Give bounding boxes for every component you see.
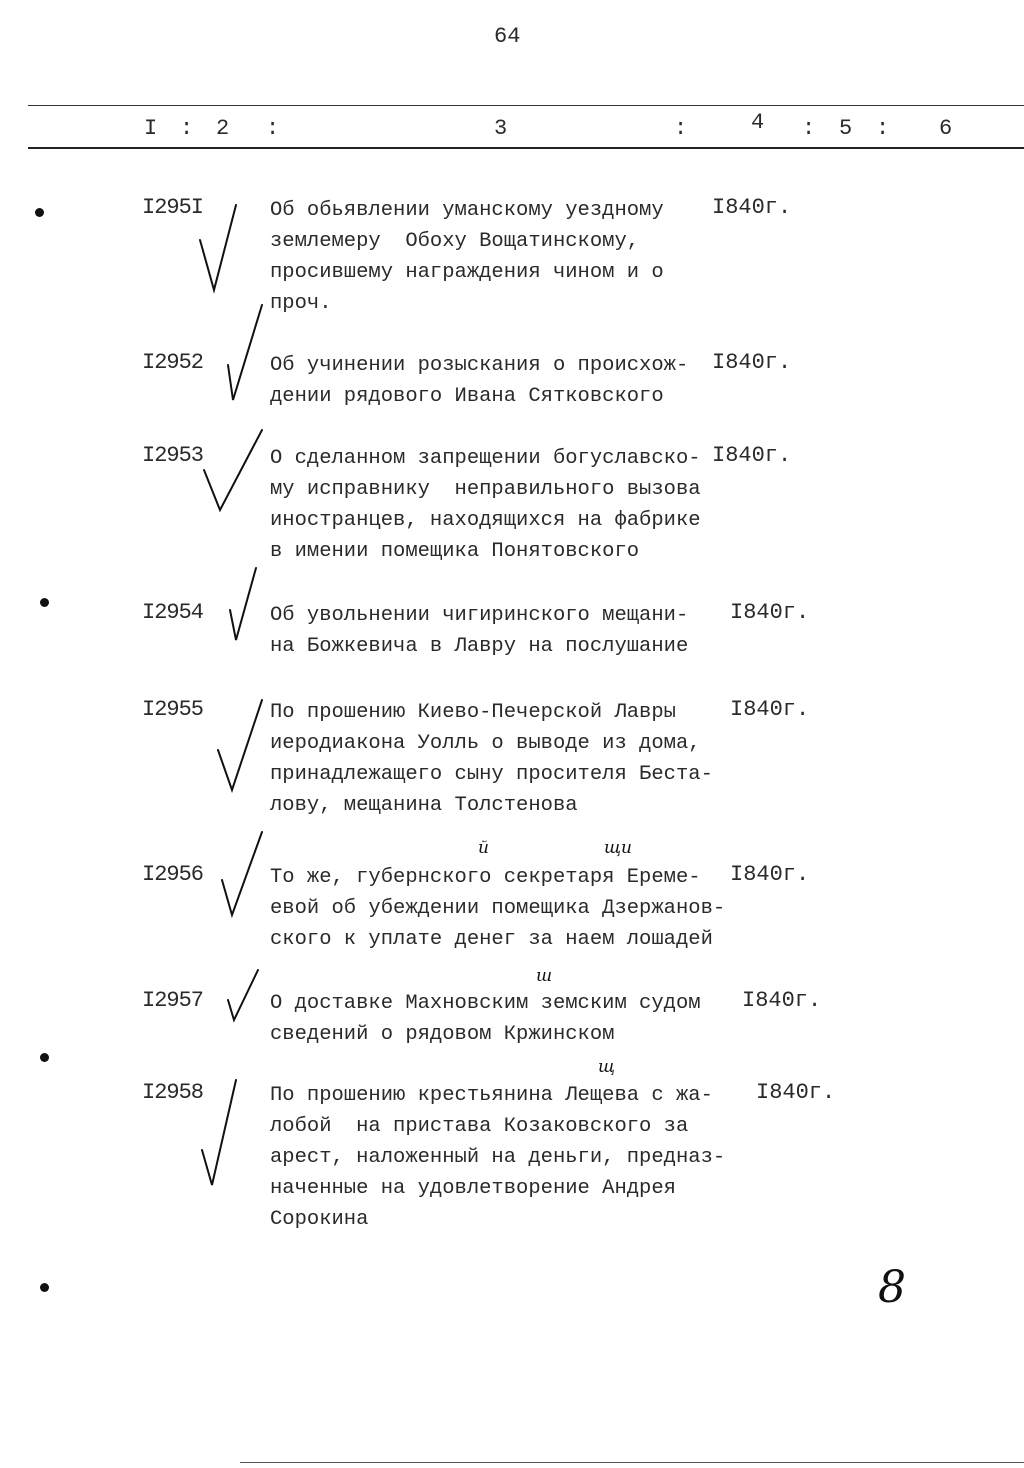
col-2: 2: [216, 116, 230, 141]
col-sep: :: [266, 116, 280, 141]
description-line: на Божкевича в Лавру на послушание: [270, 635, 689, 658]
description-line: иностранцев, находящихся на фабрике: [270, 509, 701, 532]
punch-hole: [35, 208, 44, 217]
check-mark-icon: [204, 430, 262, 510]
description-line: арест, наложенный на деньги, предназ-: [270, 1146, 726, 1169]
col-5: 5: [839, 116, 853, 141]
check-mark-icon: [202, 1080, 236, 1185]
case-description: [270, 350, 688, 412]
folio-mark: 8: [878, 1262, 906, 1313]
description-line: То же, губернского секретаря Ереме-: [270, 866, 701, 889]
case-description: [270, 862, 725, 955]
description-line: О доставке Махновским земским судом: [270, 992, 701, 1015]
description-line: му исправнику неправильного вызова: [270, 478, 701, 501]
description-line: Об учинении розыскания о происхож-: [270, 354, 689, 377]
case-number: I2953: [142, 443, 204, 468]
col-sep: :: [876, 116, 890, 141]
col-sep: :: [180, 116, 194, 141]
handwritten-correction: щи: [604, 838, 632, 858]
case-year: I840г.: [712, 350, 792, 375]
case-year: I840г.: [742, 988, 822, 1013]
col-6: 6: [939, 116, 953, 141]
description-line: принадлежащего сыну просителя Беста-: [270, 763, 713, 786]
description-line: Об увольнении чигиринского мещани-: [270, 604, 689, 627]
case-number: I2956: [142, 862, 204, 887]
check-mark-icon: [228, 970, 258, 1020]
col-4: 4: [751, 110, 765, 135]
case-description: [270, 988, 701, 1050]
check-mark-icon: [218, 700, 262, 790]
description-line: Об обьявлении уманскому уездному: [270, 199, 664, 222]
description-line: дении рядового Ивана Сятковского: [270, 385, 664, 408]
page-number: 64: [494, 24, 521, 49]
description-line: лобой на пристава Козаковского за: [270, 1115, 689, 1138]
col-sep: :: [674, 116, 688, 141]
punch-hole: [40, 598, 49, 607]
description-line: проч.: [270, 292, 332, 315]
col-sep: :: [802, 116, 816, 141]
case-description: [270, 195, 664, 319]
description-line: наченные на удовлетворение Андрея: [270, 1177, 676, 1200]
description-line: ского к уплате денег за наем лошадей: [270, 928, 713, 951]
case-year: I840г.: [730, 697, 810, 722]
case-number: I2958: [142, 1080, 204, 1105]
handwritten-correction: й: [478, 838, 489, 858]
case-number: I2952: [142, 350, 204, 375]
description-line: лову, мещанина Толстенова: [270, 794, 578, 817]
col-3: 3: [494, 116, 508, 141]
col-1: I: [144, 116, 158, 141]
punch-hole: [40, 1053, 49, 1062]
header-bottom-rule: [28, 147, 1024, 149]
header-top-rule: [28, 105, 1024, 106]
check-mark-icon: [200, 205, 236, 290]
check-mark-icon: [222, 832, 262, 915]
description-line: просившему награждения чином и о: [270, 261, 664, 284]
punch-hole: [40, 1283, 49, 1292]
case-number: I2955: [142, 697, 204, 722]
check-mark-icon: [230, 568, 256, 640]
handwritten-correction: ш: [536, 966, 553, 986]
description-line: иеродиакона Уолль о выводе из дома,: [270, 732, 701, 755]
case-year: I840г.: [712, 443, 792, 468]
description-line: По прошению крестьянина Лещева с жа-: [270, 1084, 713, 1107]
case-description: [270, 443, 701, 567]
case-number: I295I: [142, 195, 204, 220]
case-year: I840г.: [756, 1080, 836, 1105]
case-number: I2957: [142, 988, 204, 1013]
description-line: сведений о рядовом Кржинском: [270, 1023, 615, 1046]
description-line: Сорокина: [270, 1208, 369, 1231]
case-description: [270, 1080, 725, 1235]
case-description: [270, 697, 713, 821]
case-year: I840г.: [730, 862, 810, 887]
bottom-rule: [240, 1462, 1024, 1463]
check-mark-icon: [228, 305, 262, 400]
description-line: По прошению Киево-Печерской Лавры: [270, 701, 676, 724]
description-line: в имении помещика Понятовского: [270, 540, 640, 563]
description-line: землемеру Обоху Вощатинскому,: [270, 230, 640, 253]
case-year: I840г.: [730, 600, 810, 625]
case-number: I2954: [142, 600, 204, 625]
description-line: О сделанном запрещении богуславско-: [270, 447, 701, 470]
case-description: [270, 600, 688, 662]
case-year: I840г.: [712, 195, 792, 220]
description-line: евой об убеждении помещика Дзержанов-: [270, 897, 726, 920]
handwritten-correction: щ: [598, 1057, 616, 1077]
